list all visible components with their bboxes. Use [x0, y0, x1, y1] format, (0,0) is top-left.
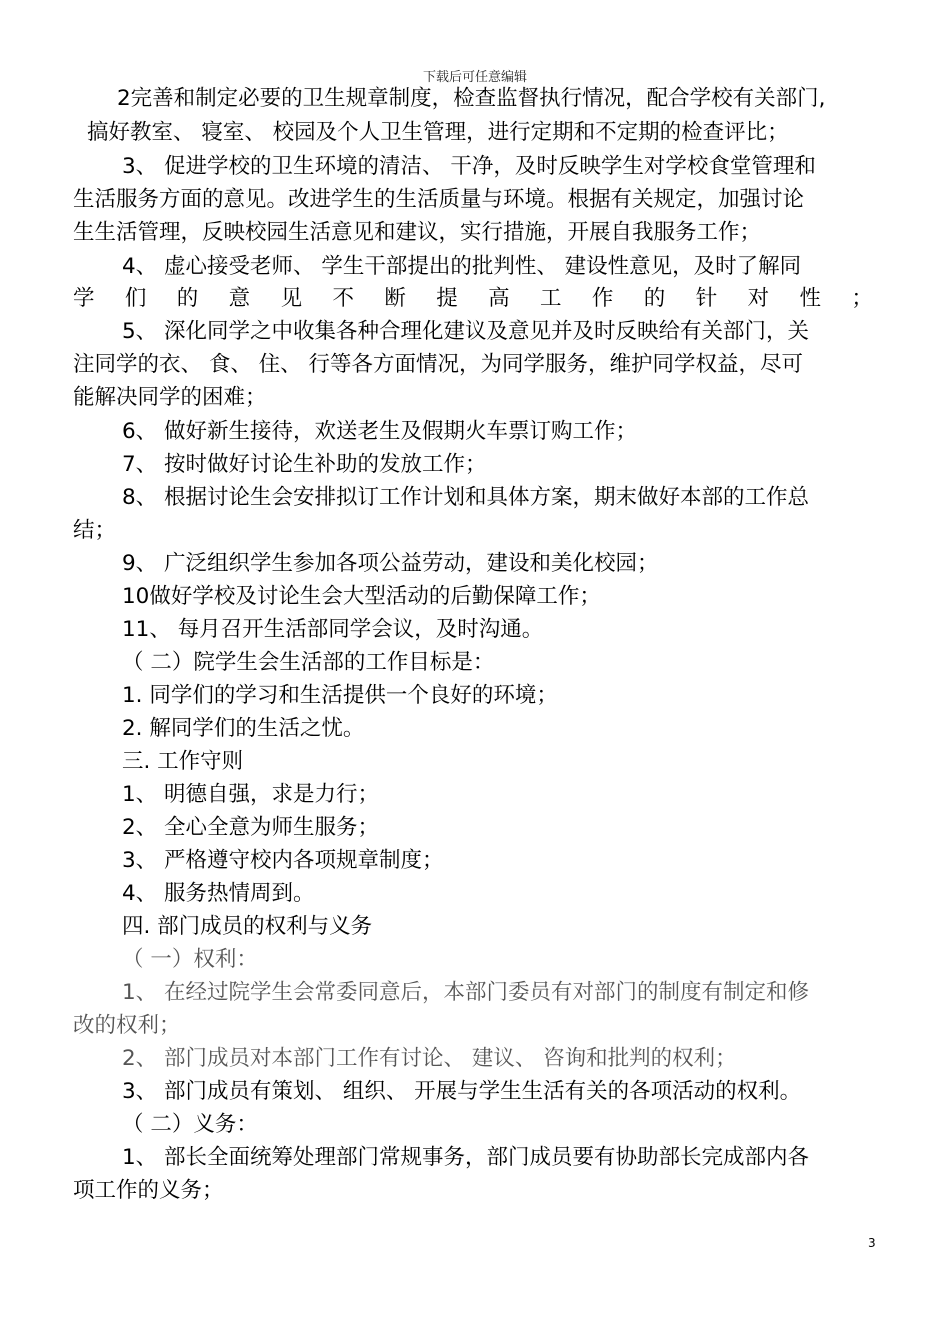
- char: 高: [488, 286, 510, 311]
- char: 们: [124, 286, 147, 311]
- text-line: 生生活管理，反映校园生活意见和建议，实行措施，开展自我服务工作；: [73, 220, 762, 245]
- text-line: 能解决同学的困难；: [73, 385, 267, 410]
- char: 对: [747, 286, 770, 311]
- text-line: 2、 全心全意为师生服务；: [122, 815, 380, 840]
- text-line: 10做好学校及讨论生会大型活动的后勤保障工作；: [122, 584, 601, 609]
- char: 断: [384, 286, 406, 311]
- text-line: 1、 部长全面统筹处理部门常规事务，部门成员要有协助部长完成部内各: [122, 1145, 810, 1170]
- text-line: 2完善和制定必要的卫生规章制度，检查监督执行情况，配合学校有关部门,: [117, 86, 826, 111]
- char: 性: [799, 286, 821, 311]
- text-line: 注同学的衣、 食、 住、 行等各方面情况，为同学服务，维护同学权益，尽可: [73, 352, 804, 377]
- char: ；: [851, 286, 873, 311]
- text-line: 2. 解同学们的生活之忧。: [122, 716, 365, 741]
- text-line: 4、 虚心接受老师、 学生干部提出的批判性、 建设性意见，及时了解同: [122, 254, 802, 279]
- char: 作: [591, 286, 614, 311]
- char: 工: [540, 286, 562, 311]
- char: 不: [332, 286, 354, 311]
- text-line: 3、 促进学校的卫生环境的清洁、 干净，及时反映学生对学校食堂管理和: [122, 154, 816, 179]
- text-line: 3、 严格遵守校内各项规章制度；: [122, 848, 444, 873]
- header-note: 下载后可任意编辑: [422, 70, 527, 85]
- text-line: 改的权利；: [73, 1013, 181, 1038]
- text-line: 结；: [73, 518, 117, 543]
- page-number: 3: [868, 1236, 876, 1250]
- char: 的: [643, 286, 666, 311]
- section-heading: 三. 工作守则: [122, 749, 244, 774]
- text-line: 9、 广泛组织学生参加各项公益劳动，建设和美化校园；: [122, 551, 659, 576]
- text-line: 1. 同学们的学习和生活提供一个良好的环境；: [122, 683, 558, 708]
- text-line: 4、 服务热情周到。: [122, 881, 315, 906]
- char: 学: [73, 286, 95, 311]
- section-heading: 四. 部门成员的权利与义务: [122, 914, 373, 939]
- text-line: 3、 部门成员有策划、 组织、 开展与学生生活有关的各项活动的权利。: [122, 1079, 802, 1104]
- text-line: 生活服务方面的意见。改进学生的生活质量与环境。根据有关规定，加强讨论: [73, 187, 805, 212]
- section-heading: （ 二）义务：: [122, 1112, 258, 1137]
- text-line-justified: [73, 288, 873, 310]
- text-line: 搞好教室、 寝室、 校园及个人卫生管理，进行定期和不定期的检查评比；: [87, 120, 789, 145]
- text-line: 5、 深化同学之中收集各种合理化建议及意见并及时反映给有关部门，关: [122, 319, 810, 344]
- char: 针: [695, 286, 718, 311]
- char: 意: [228, 286, 251, 311]
- char: 的: [176, 286, 199, 311]
- text-line: 1、 在经过院学生会常委同意后，本部门委员有对部门的制度有制定和修: [122, 980, 810, 1005]
- section-heading: （ 二）院学生会生活部的工作目标是：: [122, 650, 495, 675]
- char: 提: [436, 286, 458, 311]
- text-line: 1、 明德自强，求是力行；: [122, 782, 380, 807]
- text-line: 11、 每月召开生活部同学会议，及时沟通。: [122, 617, 544, 642]
- text-line: 项工作的义务；: [73, 1178, 224, 1203]
- text-line: 6、 做好新生接待，欢送老生及假期火车票订购工作；: [122, 419, 638, 444]
- text-line: 7、 按时做好讨论生补助的发放工作；: [122, 452, 487, 477]
- char: 见: [280, 286, 303, 311]
- text-line: 8、 根据讨论生会安排拟订工作计划和具体方案，期末做好本部的工作总: [122, 485, 810, 510]
- section-heading: （ 一）权利：: [122, 947, 258, 972]
- text-line: 2、 部门成员对本部门工作有讨论、 建议、 咨询和批判的权利；: [122, 1046, 737, 1071]
